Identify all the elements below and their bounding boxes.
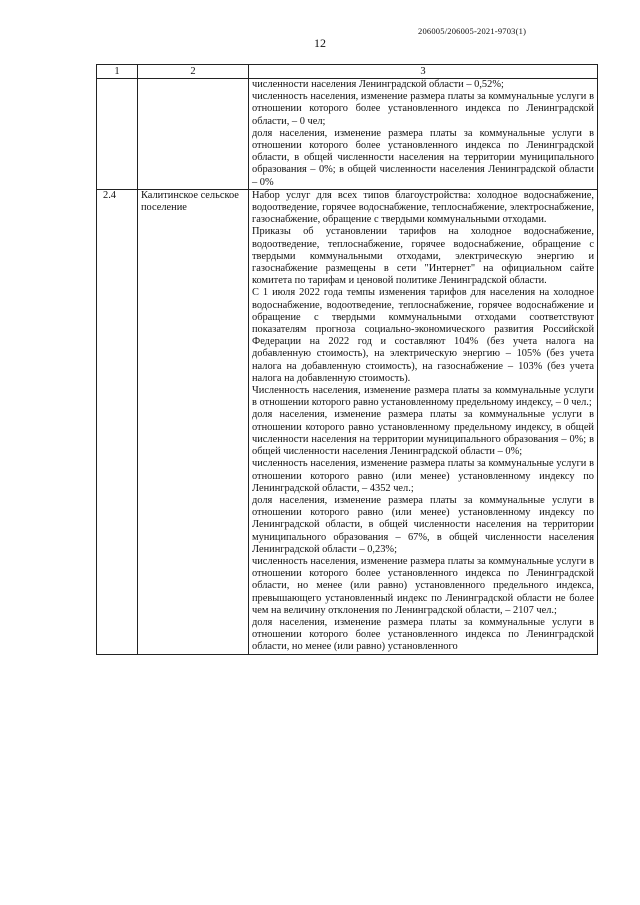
settlement-name-cell: Калитинское сельское поселение [138, 189, 249, 654]
description-cell [249, 79, 598, 190]
description-cell [249, 189, 598, 654]
paragraph: Набор услуг для всех типов благоустройства: холодное водоснабжение, водоотведение, горячее водоснабжение, теплоснабжение, электроснабжение, газоснабжение, обращение с твердыми коммунальными отходами. [252, 189, 594, 226]
table-header-row [97, 65, 598, 79]
page-number: 12 [314, 36, 326, 50]
paragraph: доля населения, изменение размера платы за коммунальные услуги в отношении которого равно установленному предельному индексу, в общей численности населения на территории муниципального образования – 0%; в общей численности населения Ленинградской области – 0%; [252, 409, 594, 458]
paragraph: численность населения, изменение размера платы за коммунальные услуги в отношении которого более установленного индекса по Ленинградской области, но менее (или равно) установленного предельного индекса, превышающего установленный индекс по Ленинградской области не более чем на величину отклонения по Ленинградской области, – 2107 чел.; [252, 555, 594, 616]
row-number-cell [97, 79, 138, 190]
column-header-2: 2 [138, 65, 249, 79]
paragraph: доля населения, изменение размера платы за коммунальные услуги в отношении которого более установленного индекса по Ленинградской области, но менее (или равно) установленного [252, 616, 594, 653]
paragraph: Численность населения, изменение размера платы за коммунальные услуги в отношении которого равно установленному предельному индексу, – 0 чел.; [252, 385, 594, 409]
paragraph: доля населения, изменение размера платы за коммунальные услуги в отношении которого более установленного индекса по Ленинградской области, в общей численности населения на территории муниципального образования – 0%; в общей численности населения Ленинградской области – 0% [252, 127, 594, 188]
table-row [97, 189, 598, 654]
paragraph: доля населения, изменение размера платы за коммунальные услуги в отношении которого равно (или менее) установленному индексу по Ленинградской области, в общей численности населения на территории муниципального образования – 67%, в общей численности населения Ленинградской области – 0,23%; [252, 494, 594, 555]
settlement-name-cell [138, 79, 249, 190]
column-header-1: 1 [97, 65, 138, 79]
paragraph: численность населения, изменение размера платы за коммунальные услуги в отношении которого равно (или менее) установленному индексу по Ленинградской области, – 4352 чел.; [252, 458, 594, 494]
row-number-cell: 2.4 [97, 189, 138, 654]
tariff-table [96, 64, 598, 655]
paragraph: численность населения, изменение размера платы за коммунальные услуги в отношении которого более установленного индекса по Ленинградской области, – 0 чел; [252, 91, 594, 127]
column-header-3: 3 [249, 65, 598, 79]
paragraph: С 1 июля 2022 года темпы изменения тарифов для населения на холодное водоснабжение, водоотведение, теплоснабжение, горячее водоснабжение и обращение с твердыми коммунальными отходами соответствуют показателям прогноза социально-экономического развития Российской Федерации на 2022 год и составляют 104% (без учета налога на добавленную стоимость), на электрическую энергию – 105% (без учета налога на добавленную стоимость), на газоснабжение – 103% (без учета налога на добавленную стоимость). [252, 287, 594, 384]
document-id: 206005/206005-2021-9703(1) [418, 26, 527, 36]
paragraph: численности населения Ленинградской области – 0,52%; [252, 79, 504, 90]
paragraph: Приказы об установлении тарифов на холодное водоснабжение, водоотведение, теплоснабжение, горячее водоснабжение, обращение с твердыми коммунальными отходами, электрическую энергию и газоснабжение размещены в сети "Интернет" на официальном сайте комитета по тарифам и ценовой политике Ленинградской области. [252, 226, 594, 287]
table-row [97, 79, 598, 190]
